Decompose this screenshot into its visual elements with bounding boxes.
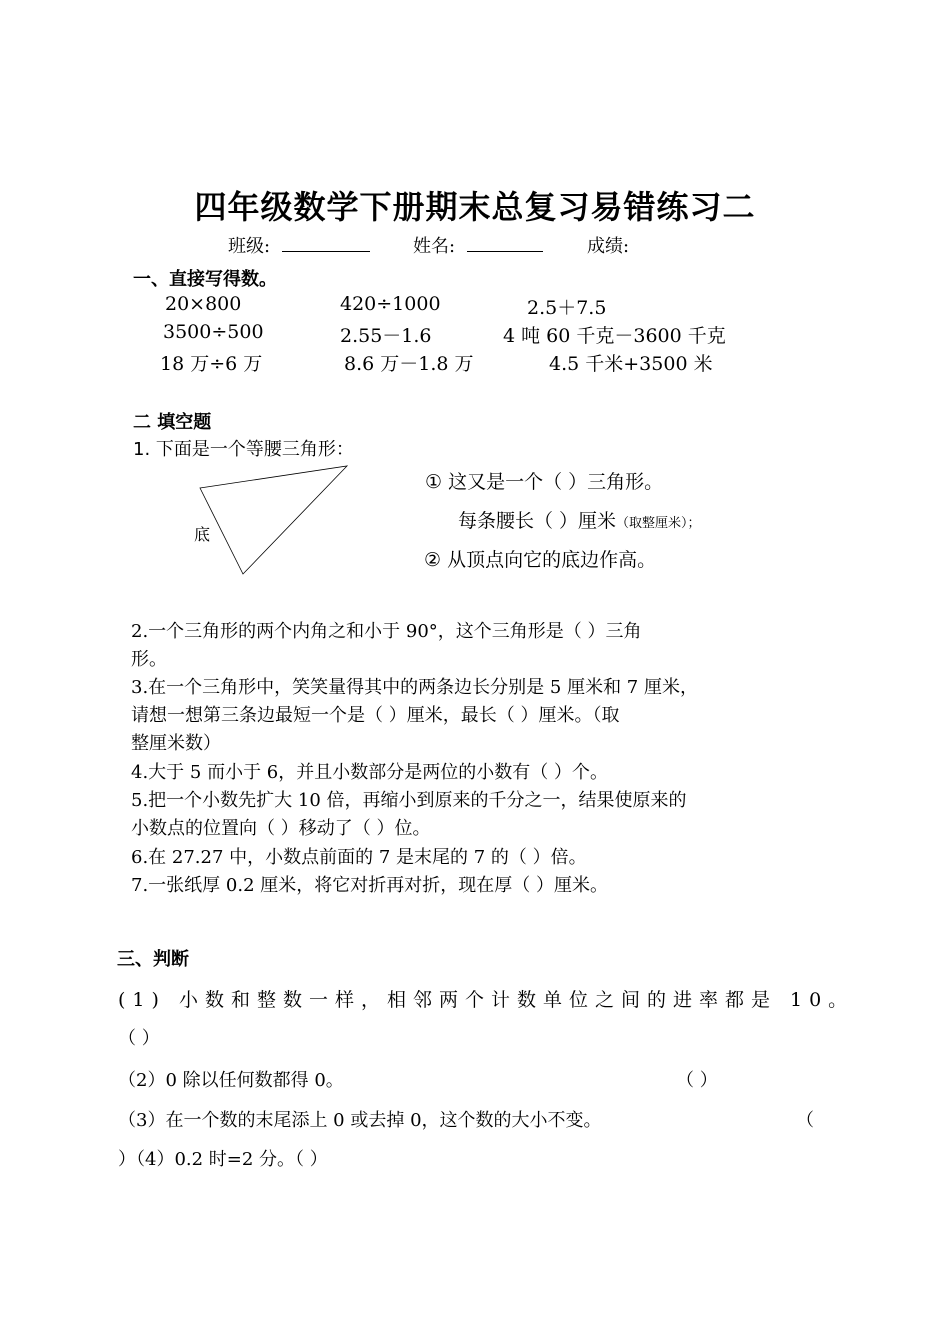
question-7: 7.一张纸厚 0.2 厘米，将它对折再对折，现在厚（ ）厘米。 bbox=[131, 875, 608, 896]
name-label: 姓名: bbox=[413, 236, 456, 257]
question-6: 6.在 27.27 中，小数点前面的 7 是末尾的 7 的（ ）倍。 bbox=[131, 847, 587, 868]
judgement-1: (1) 小数和整数一样，相邻两个计数单位之间的进率都是 10。 bbox=[118, 989, 855, 1011]
question-1-part2: ② 从顶点向它的底边作高。 bbox=[424, 549, 657, 571]
class-label: 班级: bbox=[228, 236, 271, 257]
calc-item: 8.6 万－1.8 万 bbox=[344, 353, 474, 375]
question-3-line3: 整厘米数） bbox=[131, 733, 221, 754]
question-4: 4.大于 5 而小于 6，并且小数部分是两位的小数有（ ）个。 bbox=[131, 762, 608, 783]
question-5-line1: 5.把一个小数先扩大 10 倍，再缩小到原来的千分之一，结果使原来的 bbox=[131, 790, 687, 811]
base-label: 底 bbox=[194, 525, 211, 544]
name-blank[interactable] bbox=[467, 233, 543, 252]
calc-item: 18 万÷6 万 bbox=[160, 353, 263, 375]
calc-item: 2.55－1.6 bbox=[340, 325, 432, 347]
section3-heading: 三、判断 bbox=[117, 949, 189, 970]
judgement-1-answer[interactable]: （ ） bbox=[118, 1028, 160, 1049]
question-1-part1b bbox=[458, 506, 701, 533]
question-2-line1: 2.一个三角形的两个内角之和小于 90°，这个三角形是（ ）三角 bbox=[131, 621, 642, 642]
judgement-2: （2）0 除以任何数都得 0。 bbox=[118, 1070, 344, 1091]
name-field bbox=[413, 232, 543, 258]
judgement-3: （3）在一个数的末尾添上 0 或去掉 0，这个数的大小不变。 bbox=[118, 1110, 602, 1131]
judgement-4: ）（4）0.2 时=2 分。（ ） bbox=[118, 1149, 328, 1170]
score-field bbox=[587, 232, 629, 258]
triangle-shape bbox=[200, 466, 347, 574]
calc-item: 4 吨 60 千克－3600 千克 bbox=[503, 325, 726, 347]
question-3-line2: 请想一想第三条边最短一个是（ ）厘米，最长（ ）厘米。（取 bbox=[131, 705, 620, 726]
page-title: 四年级数学下册期末总复习易错练习二 bbox=[194, 188, 756, 226]
question-3-line1: 3.在一个三角形中，笑笑量得其中的两条边长分别是 5 厘米和 7 厘米， bbox=[131, 677, 698, 698]
class-field bbox=[228, 232, 370, 258]
question-1-stem: 1. 下面是一个等腰三角形： bbox=[133, 439, 354, 460]
leg-length-text: 每条腰长（ ）厘米 bbox=[458, 510, 617, 532]
calc-item: 20×800 bbox=[165, 293, 242, 315]
calc-item: 4.5 千米+3500 米 bbox=[549, 353, 713, 375]
score-label: 成绩: bbox=[587, 236, 630, 257]
section2-heading: 二 填空题 bbox=[133, 412, 212, 433]
isosceles-triangle-figure bbox=[195, 460, 355, 580]
calc-item: 2.5＋7.5 bbox=[527, 297, 607, 319]
question-5-line2: 小数点的位置向（ ）移动了（ ）位。 bbox=[131, 818, 431, 839]
rounding-note: （取整厘米）； bbox=[616, 516, 701, 531]
question-2-line2: 形。 bbox=[131, 649, 167, 670]
question-1-part1: ① 这又是一个（ ）三角形。 bbox=[425, 471, 664, 493]
judgement-3-answer[interactable]: （ bbox=[796, 1110, 814, 1131]
section1-heading: 一、直接写得数。 bbox=[133, 269, 277, 290]
class-blank[interactable] bbox=[282, 233, 370, 252]
calc-item: 3500÷500 bbox=[163, 321, 264, 343]
calc-item: 420÷1000 bbox=[340, 293, 441, 315]
judgement-2-answer[interactable]: （ ） bbox=[676, 1070, 718, 1091]
